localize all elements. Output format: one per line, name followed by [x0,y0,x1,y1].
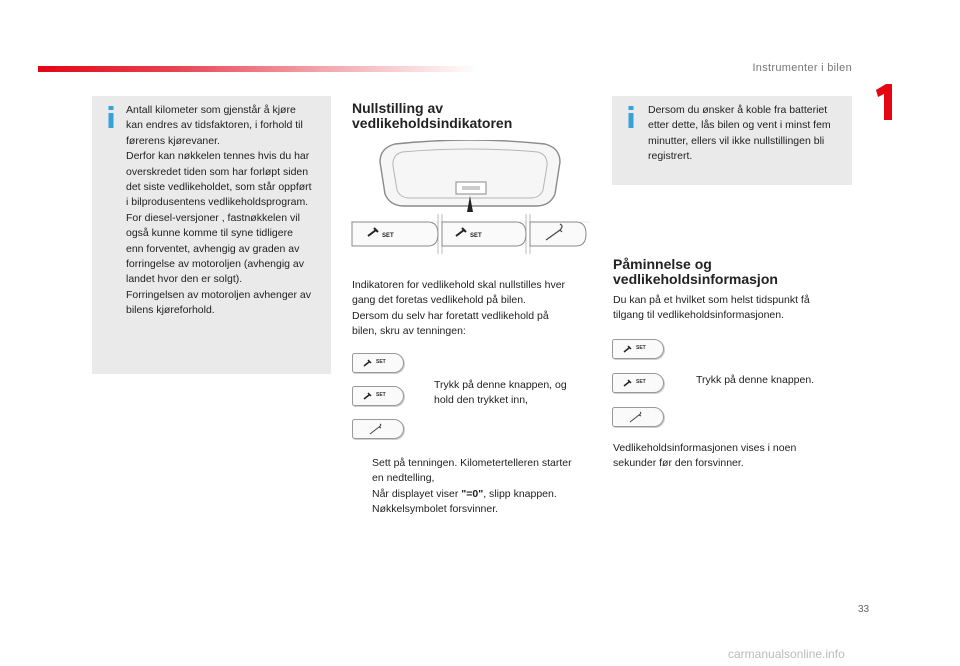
set-label: SET [376,392,386,398]
reminder-outro: Vedlikeholdsinformasjonen vises i noen sekunder før den forsvinner. [613,442,797,470]
instrument-panel-illustration [350,140,590,256]
info-icon [624,106,638,128]
set-button-pressed-illustration [352,386,404,406]
set-button-illustration [352,353,404,373]
set-button-pressed-illustration [612,373,664,393]
set-label: SET [376,359,386,365]
maintenance-wrench-icon [369,423,383,435]
display-code: "=0" [461,488,484,500]
panel-set-label-2: SET [470,233,482,239]
wrench-icon [363,391,373,401]
section-title: Instrumenter i bilen [752,62,852,74]
panel-set-label-1: SET [382,233,394,239]
set-label: SET [636,345,646,351]
info-box-kilometer [92,96,331,374]
maintenance-button-illustration [352,419,404,439]
reset-step-2: Sett på tenningen. Kilometertelleren starter en nedtelling, [372,457,572,485]
info-icon [104,106,118,128]
info-text: Dersom du ønsker å koble fra batteriet etter dette, lås bilen og vent i minst fem minutter, ellers vil ikke nullstillingen bli registrert. [648,104,831,163]
wrench-icon [623,344,633,354]
header-accent-bar [38,66,478,72]
reset-step-3: Når displayet viser "=0", slipp knappen. Nøkkelsymbolet forsvinner. [372,488,557,516]
info-text: Antall kilometer som gjenstår å kjøre kan endres av tidsfaktoren, i forhold til førerens kjørevaner. Derfor kan nøkkelen tennes hvis du har overskredet tiden som har forløpt siden det siste vedlikeholdet, som står oppført i bilprodusentens vedlikeholdsprogram. For diesel-versjoner , fastnøkkelen vil også kunne komme til syne tidligere enn forventet, avhengig av graden av forringelse av motoroljen (avhengig av landet hvor den er solgt). Forringelsen av motoroljen avhenger av bilens kjøreforhold. [126,104,312,317]
maintenance-wrench-icon [629,411,643,423]
reset-step-1: Trykk på denne knappen, og hold den trykket inn, [434,379,567,407]
page-number: 33 [858,604,870,615]
watermark: carmanualsonline.info [728,647,845,661]
set-label: SET [636,379,646,385]
reminder-intro: Du kan på et hvilket som helst tidspunkt få tilgang til vedlikeholdsinformasjonen. [613,294,810,322]
set-button-illustration [612,339,664,359]
reminder-step-1: Trykk på denne knappen. [696,374,815,386]
info-box-battery [612,96,852,185]
wrench-icon [363,358,373,368]
chapter-number [872,82,894,122]
reset-intro: Indikatoren for vedlikehold skal nullstilles hver gang det foretas vedlikehold på bilen. Dersom du selv har foretatt vedlikehold på bilen, skru av tenningen: [352,279,566,338]
heading-reminder: Påminnelse og vedlikeholdsinformasjon [613,256,778,287]
wrench-icon [623,378,633,388]
heading-reset: Nullstilling av vedlikeholdsindikatoren [352,100,513,131]
maintenance-button-illustration [612,407,664,427]
